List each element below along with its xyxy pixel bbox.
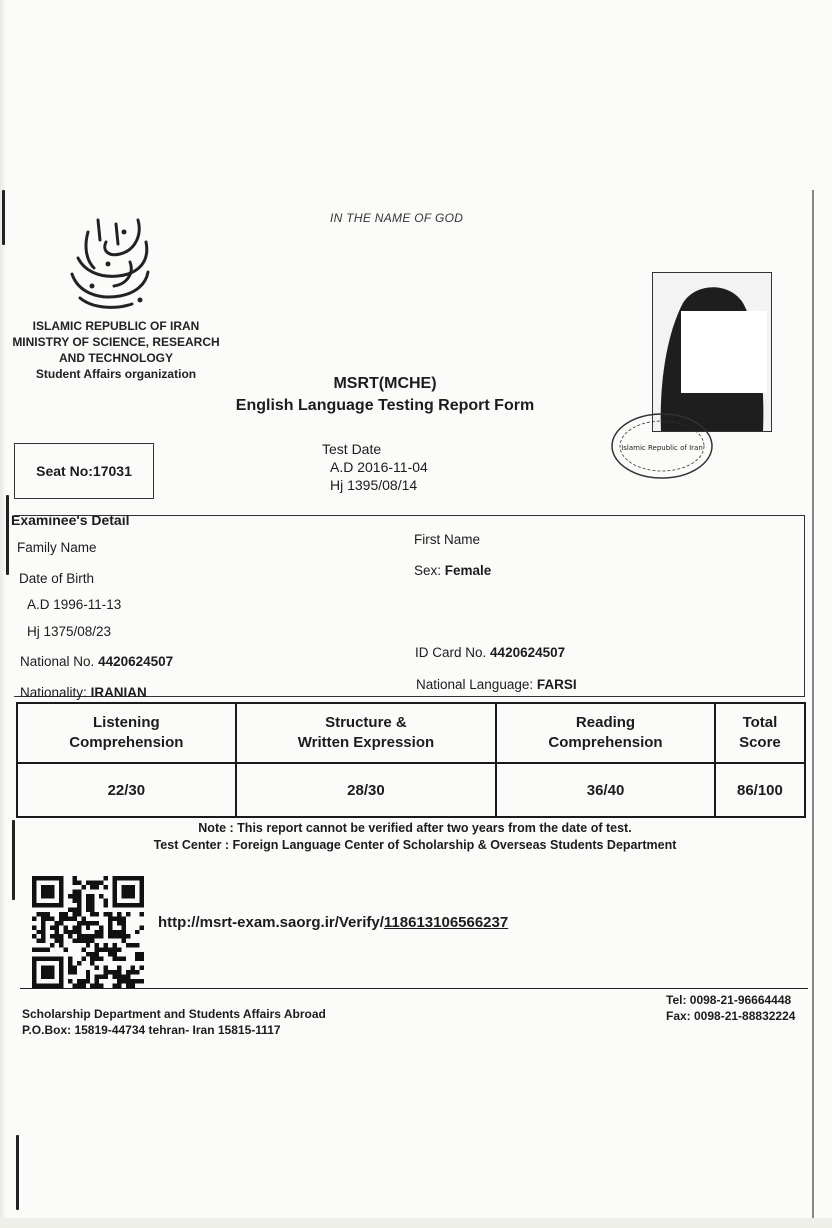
- stamp-text: Islamic Republic of Iran: [621, 444, 703, 452]
- seat-label: Seat No:: [36, 463, 93, 479]
- nationality-label: Nationality:: [20, 685, 87, 700]
- score-value-row: [17, 763, 805, 817]
- test-date-label: Test Date: [322, 441, 382, 457]
- org-line: MINISTRY OF SCIENCE, RESEARCH: [12, 335, 220, 349]
- paper-bottom-band: [0, 1218, 832, 1228]
- note-block: [120, 820, 710, 854]
- note-line: Note : This report cannot be verified after two years from the date of test.: [198, 821, 632, 835]
- total-header: Total Score: [715, 703, 805, 763]
- form-title-line-2: English Language Testing Report Form: [235, 397, 535, 414]
- staple-mark: [2, 190, 5, 245]
- seat-number-box: [14, 443, 154, 499]
- footer-divider: [20, 988, 808, 989]
- examinee-detail-title: Examinee's Detail: [11, 512, 130, 528]
- dob-label: Date of Birth: [19, 571, 95, 586]
- sex-label: Sex:: [414, 563, 442, 578]
- official-stamp-seal: [610, 412, 714, 480]
- staple-mark: [16, 1135, 19, 1210]
- national-language-value: FARSI: [536, 677, 577, 692]
- examinee-photo: [652, 272, 772, 432]
- footer-department: Scholarship Department and Students Affairs Abroad: [22, 1007, 326, 1021]
- org-line: AND TECHNOLOGY: [59, 351, 173, 365]
- national-no-field: [20, 654, 173, 669]
- national-no-label: National No.: [20, 654, 95, 669]
- organization-block: [4, 318, 228, 382]
- footer-tel: Tel: 0098-21-96664448: [666, 993, 792, 1007]
- reading-header: Reading Comprehension: [496, 703, 715, 763]
- footer-contact: [666, 992, 795, 1024]
- paper-right-edge: [812, 190, 814, 1228]
- verify-id: 118613106566237: [383, 914, 509, 931]
- nationality-value: IRANIAN: [90, 685, 147, 700]
- listening-score: 22/30: [17, 763, 236, 817]
- paper-left-shadow: [0, 0, 6, 1228]
- national-language-label: National Language:: [416, 677, 534, 692]
- seat-value: 17031: [92, 463, 132, 479]
- test-date-ad: A.D 2016-11-04: [330, 459, 428, 475]
- score-table: [16, 702, 806, 818]
- score-header-row: [17, 703, 805, 763]
- reading-score: 36/40: [496, 763, 715, 817]
- verify-url: http://msrt-exam.saorg.ir/Verify/: [158, 914, 384, 931]
- test-date-block: [322, 440, 428, 494]
- test-date-hj: Hj 1395/08/14: [330, 477, 418, 493]
- first-name-label: First Name: [414, 532, 481, 547]
- structure-score: 28/30: [236, 763, 497, 817]
- national-language-field: [416, 677, 577, 692]
- test-center-line: Test Center : Foreign Language Center of Scholarship & Overseas Students Department: [153, 838, 677, 852]
- structure-header: Structure & Written Expression: [236, 703, 497, 763]
- form-title-line-1: MSRT(MCHE): [333, 375, 437, 392]
- family-name-label: Family Name: [17, 540, 97, 555]
- org-line: Student Affairs organization: [35, 367, 197, 381]
- calligraphy-logo: [58, 212, 158, 317]
- nationality-field: [20, 685, 147, 700]
- staple-mark: [12, 820, 15, 900]
- national-no-value: 4420624507: [98, 654, 174, 669]
- dob-hj: Hj 1375/08/23: [27, 624, 112, 639]
- id-card-field: [415, 645, 565, 660]
- dob-ad: A.D 1996-11-13: [27, 597, 122, 612]
- footer-po-box: P.O.Box: 15819-44734 tehran- Iran 15815-1117: [22, 1023, 281, 1037]
- id-card-label: ID Card No.: [415, 645, 487, 660]
- sex-value: Female: [444, 563, 492, 578]
- id-card-value: 4420624507: [490, 645, 566, 660]
- org-line: ISLAMIC REPUBLIC OF IRAN: [32, 319, 200, 333]
- form-title: [200, 373, 570, 417]
- listening-header: Listening Comprehension: [17, 703, 236, 763]
- footer-address: [22, 1006, 326, 1038]
- sex-field: [414, 563, 491, 578]
- footer-fax: Fax: 0098-21-88832224: [666, 1009, 796, 1023]
- examinee-detail-box: [14, 515, 805, 697]
- total-score: 86/100: [715, 763, 805, 817]
- verification-link[interactable]: [158, 914, 508, 931]
- verification-qr-code: [32, 876, 144, 988]
- staple-mark: [6, 495, 9, 575]
- god-heading: IN THE NAME OF GOD: [330, 211, 464, 225]
